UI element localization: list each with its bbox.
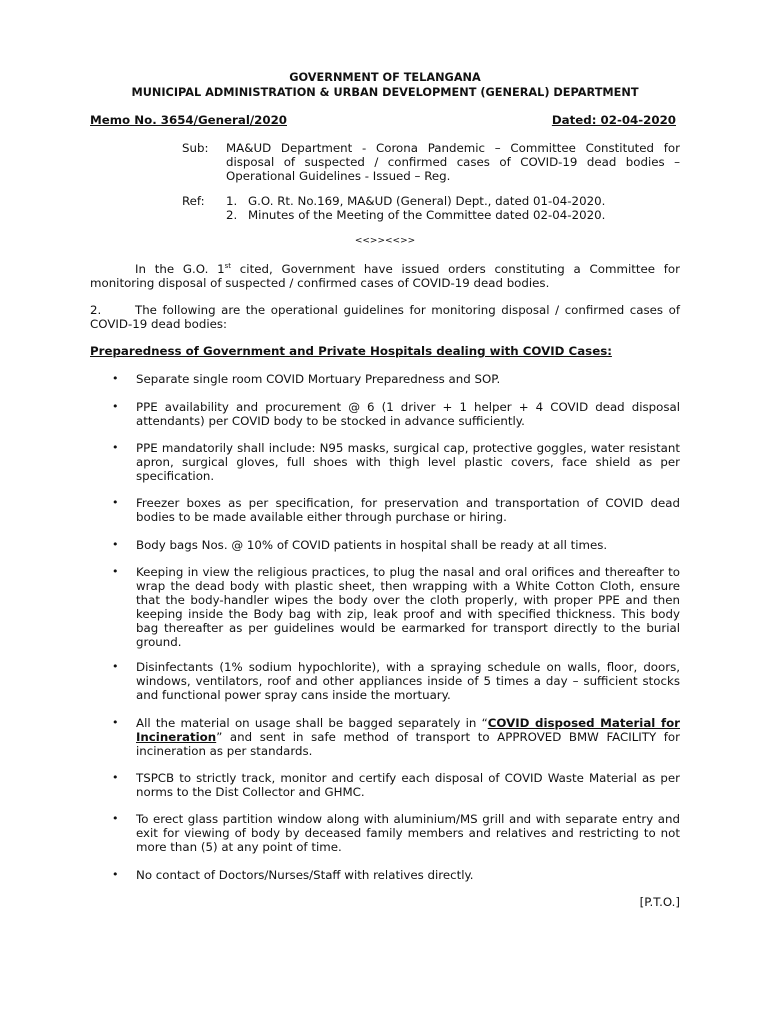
bullet-item: PPE mandatorily shall include: N95 masks, surgical cap, protective goggles, water resistant apron, surgical gloves, full shoes with thigh level plastic covers, face shield as per specification. — [136, 441, 680, 483]
bullet-item: To erect glass partition window along with aluminium/MS grill and with separate entry and exit for viewing of body by deceased family members and relatives and restricting to not more than (5) at any point of time. — [136, 812, 680, 854]
incineration-label: COVID disposed Material for Incineration — [136, 716, 680, 744]
section-heading: Preparedness of Government and Private Hospitals dealing with COVID Cases: — [90, 344, 612, 358]
bullet-marker: • — [112, 372, 119, 385]
paragraph-2: The following are the operational guidelines for monitoring disposal / confirmed cases of COVID-19 dead bodies: — [90, 303, 680, 331]
paragraph-1-rest: cited, Government have issued orders constituting a Committee for monitoring disposal of suspected / confirmed cases of COVID-19 dead bodies. — [90, 262, 680, 290]
bullet-item-start: All the material on usage shall be bagged separately in “ — [136, 716, 488, 730]
bullet-item: No contact of Doctors/Nurses/Staff with relatives directly. — [136, 868, 474, 882]
memo-date: Dated: 02-04-2020 — [551, 113, 676, 127]
bullet-marker: • — [112, 441, 119, 454]
reference-item-1: G.O. Rt. No.169, MA&UD (General) Dept., dated 01-04-2020. — [248, 194, 606, 208]
paragraph-1-start: In the G.O. 1 — [135, 262, 225, 276]
header-government: GOVERNMENT OF TELANGANA — [289, 71, 481, 84]
bullet-marker: • — [112, 400, 119, 413]
bullet-item: Disinfectants (1% sodium hypochlorite), with a spraying schedule on walls, floor, doors, windows, ventilators, roof and other appliances inside of 5 times a day – sufficient stocks and functional power spray cans inside the mortuary. — [136, 660, 680, 702]
paragraph-2-number: 2. — [90, 303, 102, 317]
paragraph-1 — [90, 262, 680, 290]
bullet-marker: • — [112, 812, 119, 825]
bullet-item: Separate single room COVID Mortuary Preparedness and SOP. — [136, 372, 501, 386]
subject-text: MA&UD Department - Corona Pandemic – Committee Constituted for disposal of suspected / confirmed cases of COVID-19 dead bodies – Operational Guidelines - Issued – Reg. — [226, 141, 680, 183]
reference-item-2: Minutes of the Meeting of the Committee dated 02-04-2020. — [248, 208, 606, 222]
bullet-marker: • — [112, 771, 119, 784]
page-turn-note: [P.T.O.] — [639, 895, 680, 909]
bullet-item: TSPCB to strictly track, monitor and certify each disposal of COVID Waste Material as per norms to the Dist Collector and GHMC. — [136, 771, 680, 799]
bullet-marker: • — [112, 565, 119, 578]
bullet-item: Body bags Nos. @ 10% of COVID patients in hospital shall be ready at all times. — [136, 538, 608, 552]
bullet-marker: • — [112, 538, 119, 551]
bullet-marker: • — [112, 660, 119, 673]
bullet-marker: • — [112, 496, 119, 509]
reference-num-1: 1. — [226, 194, 238, 208]
header-department: MUNICIPAL ADMINISTRATION & URBAN DEVELOPMENT (GENERAL) DEPARTMENT — [131, 86, 639, 99]
reference-num-2: 2. — [226, 208, 238, 222]
subject-label: Sub: — [182, 141, 209, 155]
bullet-marker: • — [112, 716, 119, 729]
bullet-marker: • — [112, 868, 119, 881]
reference-label: Ref: — [182, 194, 205, 208]
bullet-item — [136, 716, 680, 758]
bullet-item: Freezer boxes as per specification, for preservation and transportation of COVID dead bodies to be made available either through purchase or hiring. — [136, 496, 680, 524]
bullet-item-rest: ” and sent in safe method of transport to APPROVED BMW FACILITY for incineration as per standards. — [136, 730, 680, 758]
separator: <<>><<>> — [354, 236, 416, 246]
paragraph-1-ordinal: st — [224, 262, 232, 271]
bullet-item: PPE availability and procurement @ 6 (1 driver + 1 helper + 4 COVID dead disposal attendants) per COVID body to be stocked in advance sufficiently. — [136, 400, 680, 428]
memo-number: Memo No. 3654/General/2020 — [90, 113, 287, 127]
bullet-item: Keeping in view the religious practices, to plug the nasal and oral orifices and thereafter to wrap the dead body with plastic sheet, then wrapping with a White Cotton Cloth, ensure that the body-handler wipes the body over the cloth properly, with proper PPE and then keeping inside the Body bag with zip, leak proof and with specified thickness. This body bag thereafter as per guidelines would be earmarked for transport directly to the burial ground. — [136, 565, 680, 649]
